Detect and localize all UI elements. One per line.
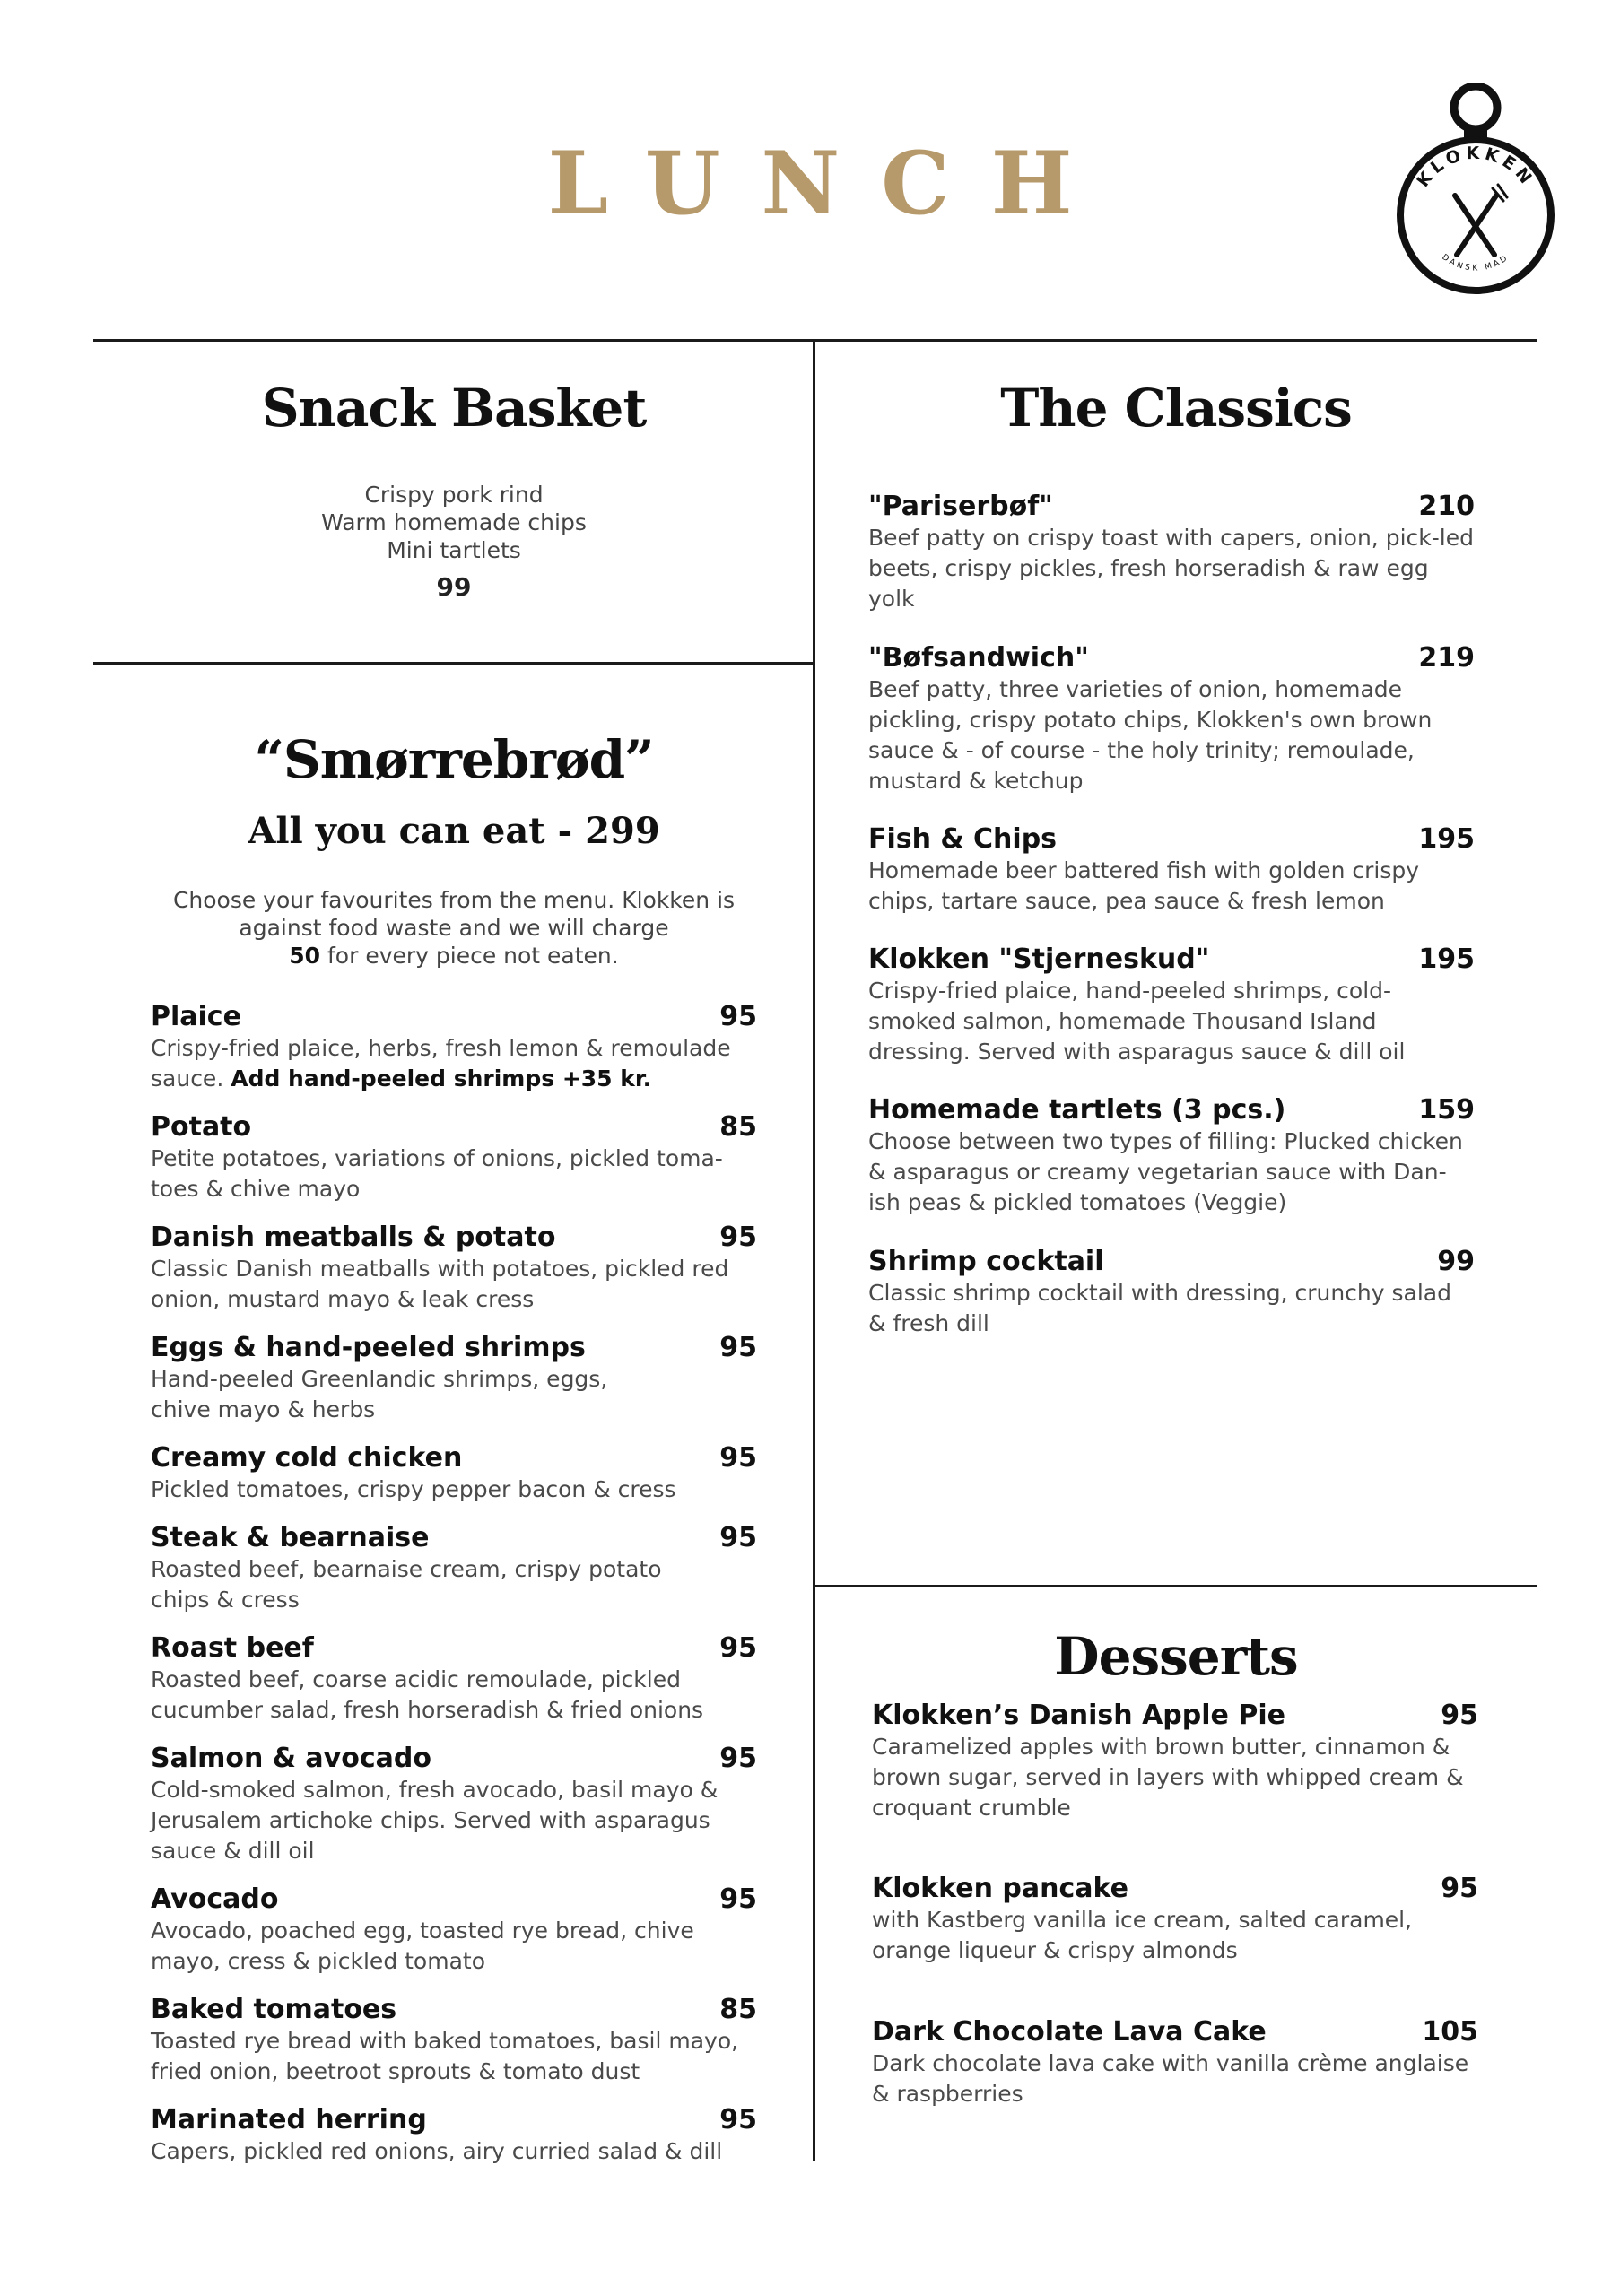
item-name: Klokken pancake [872, 1873, 1128, 1904]
page-title: LUNCH [547, 133, 1114, 234]
item-description: Beef patty, three varieties of onion, homemade pickling, crispy potato chips, Klokken's own brown sauce & - of course - the holy trinity; remoulade, mustard & ketchup [868, 676, 1433, 794]
menu-item [151, 1332, 757, 1425]
item-description: Cold-smoked salmon, fresh avocado, basil mayo & Jerusalem artichoke chips. Served with asparagus sauce & dill oil [151, 1777, 719, 1864]
item-description: Classic shrimp cocktail with dressing, crunchy salad & fresh dill [868, 1280, 1451, 1336]
menu-item [868, 1094, 1475, 1218]
item-price: 210 [1418, 491, 1475, 522]
item-price: 195 [1418, 823, 1475, 855]
menu-item [151, 1442, 757, 1505]
intro-line-rest: for every piece not eaten. [320, 943, 619, 969]
fork-knife-icon [1455, 185, 1507, 255]
item-price: 95 [719, 1222, 757, 1253]
item-name: Eggs & hand-peeled shrimps [151, 1332, 586, 1363]
item-name: Dark Chocolate Lava Cake [872, 2016, 1267, 2048]
menu-item [151, 1222, 757, 1315]
item-price: 105 [1422, 2016, 1478, 2048]
svg-text:KLOKKEN: KLOKKEN [1413, 143, 1538, 191]
classics-heading: The Classics [1000, 378, 1352, 439]
snack-line: Crispy pork rind [364, 482, 544, 508]
item-name: Klokken "Stjerneskud" [868, 944, 1210, 975]
item-name: Marinated herring [151, 2104, 427, 2135]
item-name: Creamy cold chicken [151, 1442, 463, 1474]
item-description: with Kastberg vanilla ice cream, salted caramel, orange liqueur & crispy almonds [872, 1907, 1413, 1963]
item-price: 95 [719, 1522, 757, 1553]
item-description: Crispy-fried plaice, hand-peeled shrimps, cold-smoked salmon, homemade Thousand Island dressing. Served with asparagus sauce & dill oil [868, 978, 1406, 1065]
item-price: 195 [1418, 944, 1475, 975]
item-price: 95 [719, 1001, 757, 1032]
menu-item [868, 823, 1475, 917]
smorrebrod-intro [93, 886, 814, 970]
item-description: Toasted rye bread with baked tomatoes, basil mayo, fried onion, beetroot sprouts & tomato dust [151, 2028, 739, 2084]
item-extra: Add hand-peeled shrimps +35 kr. [231, 1065, 652, 1091]
menu-item [151, 1632, 757, 1726]
item-description: Capers, pickled red onions, airy curried salad & dill [151, 2138, 723, 2164]
menu-item [872, 2016, 1478, 2109]
item-description: Classic Danish meatballs with potatoes, pickled red onion, mustard mayo & leak cress [151, 1256, 729, 1312]
intro-line [93, 942, 814, 970]
item-price: 85 [719, 1111, 757, 1143]
intro-line: against food waste and we will charge [239, 915, 669, 941]
item-name: Steak & bearnaise [151, 1522, 430, 1553]
item-price: 95 [719, 1442, 757, 1474]
menu-item [151, 1883, 757, 1977]
snack-line: Warm homemade chips [321, 509, 587, 535]
item-description: Pickled tomatoes, crispy pepper bacon & cress [151, 1476, 676, 1502]
menu-item [868, 491, 1475, 614]
menu-item [868, 944, 1475, 1067]
item-name: Shrimp cocktail [868, 1246, 1104, 1277]
menu-item [151, 1994, 757, 2087]
desserts-heading: Desserts [1054, 1626, 1298, 1687]
snack-price: 99 [436, 572, 472, 602]
klokken-logo [1392, 83, 1559, 298]
item-name: Avocado [151, 1883, 279, 1915]
item-name: "Pariserbøf" [868, 491, 1053, 522]
item-name: Salmon & avocado [151, 1743, 431, 1774]
item-price: 95 [719, 1883, 757, 1915]
item-description: Avocado, poached egg, toasted rye bread, chive mayo, cress & pickled tomato [151, 1918, 694, 1974]
menu-item [151, 1743, 757, 1866]
item-description: Hand-peeled Greenlandic shrimps, eggs, chive mayo & herbs [151, 1366, 608, 1422]
item-description: Roasted beef, coarse acidic remoulade, pickled cucumber salad, fresh horseradish & fried onions [151, 1666, 704, 1723]
item-description: Beef patty on crispy toast with capers, onion, pick-led beets, crispy pickles, fresh horseradish & raw egg yolk [868, 525, 1474, 612]
item-description: Homemade beer battered fish with golden crispy chips, tartare sauce, pea sauce & fresh lemon [868, 857, 1420, 914]
item-description: Caramelized apples with brown butter, cinnamon & brown sugar, served in layers with whipped cream & croquant crumble [872, 1734, 1464, 1821]
snack-basket-content [93, 481, 814, 601]
menu-item [868, 642, 1475, 796]
item-description: Choose between two types of filling: Plucked chicken & asparagus or creamy vegetarian sauce with Dan-ish peas & pickled tomatoes (Veggie) [868, 1128, 1463, 1215]
item-price: 219 [1418, 642, 1475, 674]
item-description: Roasted beef, bearnaise cream, crispy potato chips & cress [151, 1556, 662, 1613]
item-name: Homemade tartlets (3 pcs.) [868, 1094, 1286, 1126]
item-description: Dark chocolate lava cake with vanilla crème anglaise & raspberries [872, 2050, 1469, 2107]
item-description: Petite potatoes, variations of onions, pickled toma-toes & chive mayo [151, 1145, 723, 1202]
item-name: "Bøfsandwich" [868, 642, 1089, 674]
smorrebrod-subheading: All you can eat - 299 [248, 810, 660, 852]
item-name: Klokken’s Danish Apple Pie [872, 1700, 1285, 1731]
top-divider [93, 339, 1537, 342]
item-price: 95 [719, 1632, 757, 1664]
desserts-divider [813, 1585, 1537, 1587]
item-description [151, 1033, 757, 1094]
item-name: Danish meatballs & potato [151, 1222, 556, 1253]
menu-item [151, 1111, 757, 1205]
item-price: 159 [1418, 1094, 1475, 1126]
svg-text:DANSK MAD: DANSK MAD [1440, 252, 1511, 274]
item-price: 95 [719, 1743, 757, 1774]
item-price: 95 [719, 1332, 757, 1363]
menu-item [151, 1001, 757, 1094]
menu-item [151, 2104, 757, 2167]
snack-divider [93, 662, 814, 665]
item-name: Roast beef [151, 1632, 314, 1664]
item-name: Baked tomatoes [151, 1994, 397, 2025]
item-price: 85 [719, 1994, 757, 2025]
menu-item [868, 1246, 1475, 1339]
menu-item [872, 1873, 1478, 1966]
item-name: Potato [151, 1111, 252, 1143]
item-name: Fish & Chips [868, 823, 1058, 855]
menu-item [872, 1700, 1478, 1823]
menu-item [151, 1522, 757, 1615]
intro-line: Choose your favourites from the menu. Klokken is [172, 887, 736, 913]
item-name: Plaice [151, 1001, 241, 1032]
snack-line: Mini tartlets [387, 537, 521, 563]
snack-basket-heading: Snack Basket [261, 378, 647, 439]
item-price: 95 [1441, 1700, 1478, 1731]
waste-fee: 50 [289, 943, 321, 969]
item-price: 99 [1437, 1246, 1475, 1277]
item-price: 95 [719, 2104, 757, 2135]
column-divider [813, 339, 815, 2161]
item-price: 95 [1441, 1873, 1478, 1904]
item-desc-text: Crispy-fried plaice, herbs, fresh lemon & remoulade sauce. [151, 1035, 731, 1091]
smorrebrod-heading: “Smørrebrød” [254, 729, 654, 790]
